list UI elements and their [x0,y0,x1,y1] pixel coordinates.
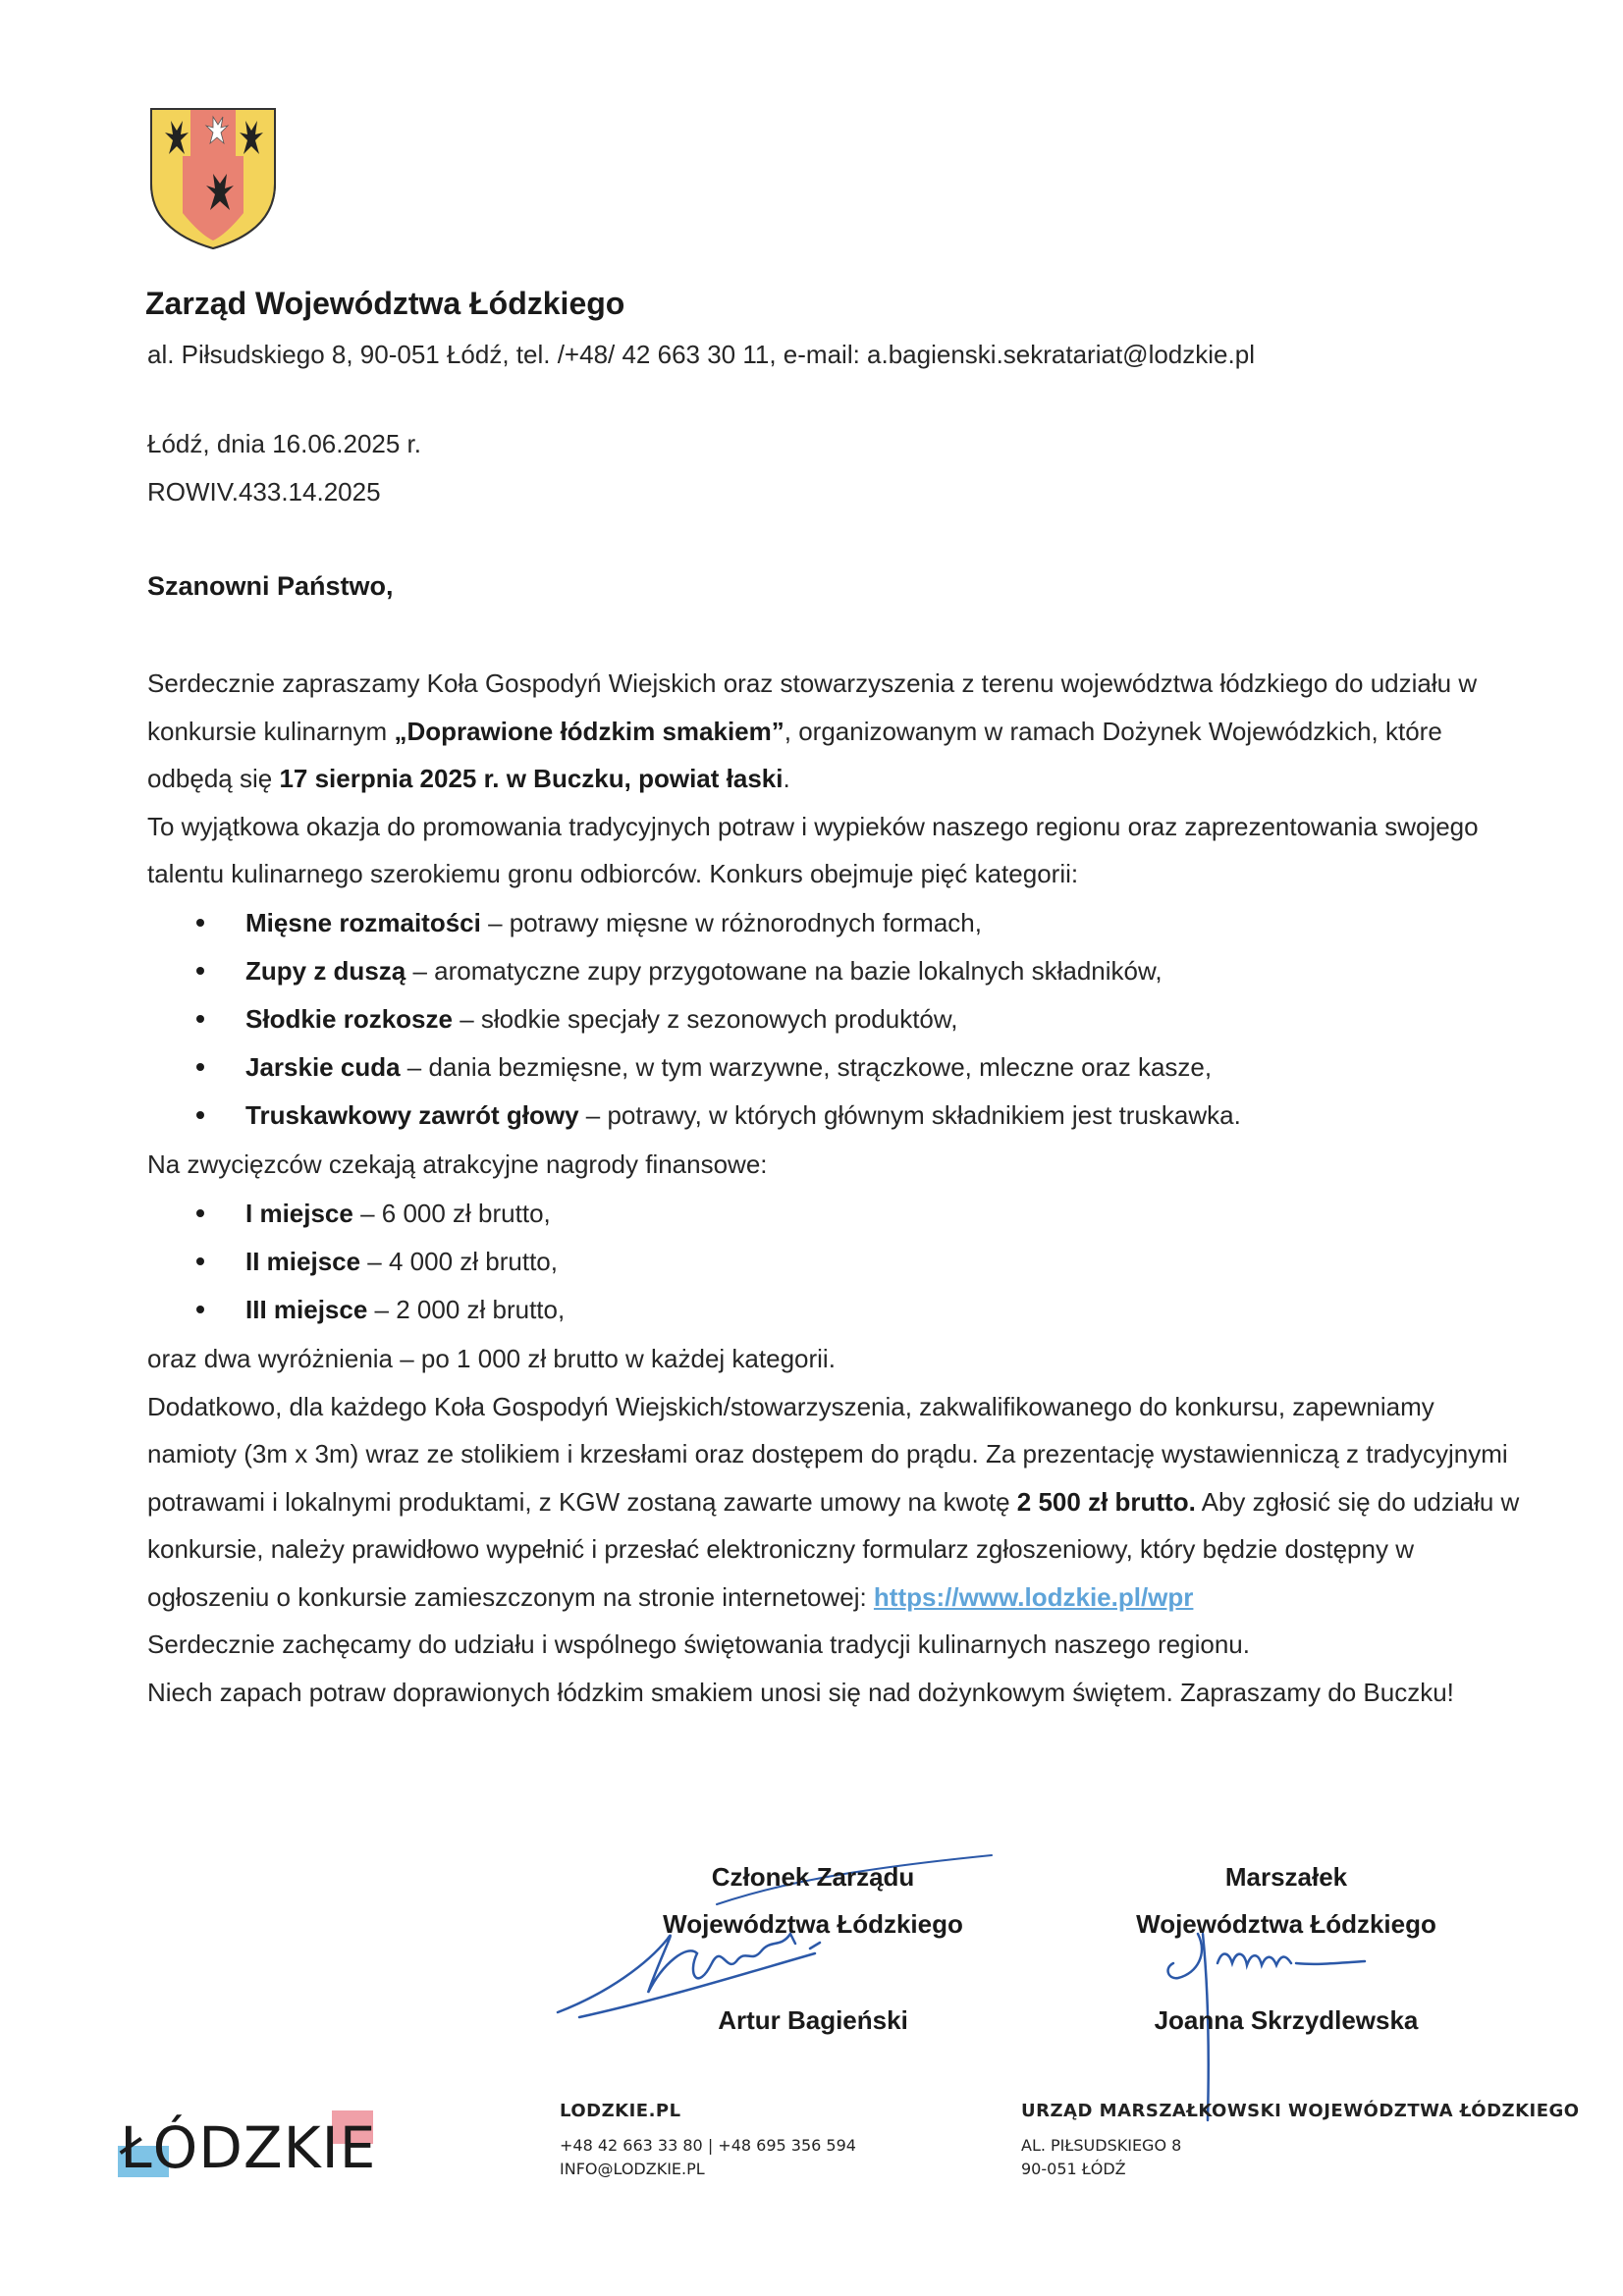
list-item [147,995,1241,1043]
header-contact: al. Piłsudskiego 8, 90-051 Łódź, tel. /+48/ 42 663 30 11, e-mail: a.bagienski.sekratariat@lodzkie.pl [147,340,1255,369]
reference-number: ROWIV.433.14.2025 [147,477,381,507]
logo-wordmark: ŁÓDZKIE [120,2114,377,2181]
details-paragraph [147,1335,1522,1716]
list-item [147,1286,565,1334]
list-item [147,1092,1241,1140]
bullet-icon [196,967,204,975]
signatory-name: Artur Bagieński [718,2005,908,2035]
signatory-name: Joanna Skrzydlewska [1154,2005,1419,2035]
category-name: Słodkie rozkosze [245,1004,453,1034]
signature-block-left [626,1853,1000,2044]
letter-date: Łódź, dnia 16.06.2025 r. [147,429,422,458]
footer-office: URZĄD MARSZAŁKOWSKI WOJEWÓDZTWA ŁÓDZKIEGO [1021,2101,1580,2121]
prize-list [147,1190,565,1334]
lodzkie-logo-icon [116,2097,391,2185]
category-description: – potrawy, w których głównym składnikiem jest truskawka. [578,1100,1241,1130]
signatory-body: Województwa Łódzkiego [1136,1909,1436,1939]
bullet-icon [196,1209,204,1217]
list-item [147,1190,565,1238]
prize-place: II miejsce [245,1247,361,1276]
category-description: – aromatyczne zupy przygotowane na bazie lokalnych składników, [406,956,1163,986]
category-name: Truskawkowy zawrót głowy [245,1100,579,1130]
intro-paragraph [147,660,1522,898]
details-text: Niech zapach potraw doprawionych łódzkim smakiem unosi się nad dożynkowym świętem. Zapraszamy do Buczku! [147,1677,1454,1707]
prize-amount: – 6 000 zł brutto, [352,1199,551,1228]
organization-name: Zarząd Województwa Łódzkiego [145,286,625,321]
intro-text: Serdecznie zapraszamy Koła Gospodyń Wiejskich oraz stowarzyszenia z terenu województwa łódzkiego do udziału w konkursie kulinarnym [147,668,1478,746]
bullet-icon [196,1015,204,1023]
category-description: – dania bezmięsne, w tym warzywne, strączkowe, mleczne oraz kasze, [400,1052,1213,1082]
presentation-amount: 2 500 zł brutto. [1016,1486,1196,1517]
signatory-body: Województwa Łódzkiego [663,1909,963,1939]
bullet-icon [196,1063,204,1071]
prize-place: I miejsce [245,1199,353,1228]
details-text: Serdecznie zachęcamy do udziału i wspólnego świętowania tradycji kulinarnych naszego regionu. [147,1629,1250,1659]
footer-phones: +48 42 663 33 80 | +48 695 356 594 [560,2136,856,2155]
category-list [147,899,1241,1140]
list-item [147,899,1241,947]
details-text: oraz dwa wyróżnienia – po 1 000 zł brutto w każdej kategorii. [147,1344,836,1373]
signatory-role: Marszałek [1224,1862,1348,1892]
details-text: Dodatkowo, dla każdego Koła Gospodyń Wiejskich/stowarzyszenia, zakwalifikowanego do konkursu, zapewniamy namioty (3m x 3m) wraz ze stolikiem i krzesłami oraz dostępem do prądu. Za prezentację wystawienniczą z tradycyjnymi potrawami i lokalnymi produktami, z KGW zostaną zawarte umowy na kwotę [147,1391,1508,1517]
coat-of-arms-icon [147,105,279,252]
category-name: Mięsne rozmaitości [245,908,481,937]
category-name: Zupy z duszą [245,956,406,986]
bullet-icon [196,1111,204,1119]
prizes-intro: Na zwycięzców czekają atrakcyjne nagrody finansowe: [147,1149,768,1179]
list-item [147,947,1241,995]
contest-link[interactable]: https://www.lodzkie.pl/wpr [873,1581,1194,1612]
details-text: Aby zgłosić się do udziału w konkursie, należy prawidłowo wypełnić i przesłać elektroniczny formularz zgłoszeniowy, który będzie dostępny w ogłoszeniu o konkursie zamieszczonym na stronie internetowej: [147,1486,1520,1612]
contest-name: „Doprawione łódzkim smakiem” [394,716,784,746]
signature-block-right [1100,1853,1473,2044]
list-item [147,1238,565,1286]
intro-text: , organizowanym w ramach Dożynek Wojewódzkich, które odbędą się [147,716,1442,793]
category-description: – potrawy mięsne w różnorodnych formach, [480,908,982,937]
list-item [147,1043,1241,1092]
prize-amount: – 2 000 zł brutto, [367,1295,566,1324]
bullet-icon [196,1306,204,1313]
footer-email: INFO@LODZKIE.PL [560,2160,705,2178]
footer-city: 90-051 ŁÓDŹ [1021,2160,1126,2178]
signatory-role: Członek Zarządu [711,1862,915,1892]
prize-amount: – 4 000 zł brutto, [360,1247,558,1276]
greeting: Szanowni Państwo, [147,571,394,601]
prize-place: III miejsce [245,1295,368,1324]
footer-website: LODZKIE.PL [560,2101,681,2121]
bullet-icon [196,1257,204,1265]
footer-street: AL. PIŁSUDSKIEGO 8 [1021,2136,1182,2155]
category-description: – słodkie specjały z sezonowych produktów, [452,1004,958,1034]
bullet-icon [196,919,204,927]
event-date-place: 17 sierpnia 2025 r. w Buczku, powiat łaski [279,764,784,793]
intro-text: . [783,764,790,793]
category-name: Jarskie cuda [245,1052,401,1082]
intro-text: To wyjątkowa okazja do promowania tradycyjnych potraw i wypieków naszego regionu oraz zaprezentowania swojego talentu kulinarnego szerokiemu gronu odbiorców. Konkurs obejmuje pięć kategorii: [147,811,1479,888]
